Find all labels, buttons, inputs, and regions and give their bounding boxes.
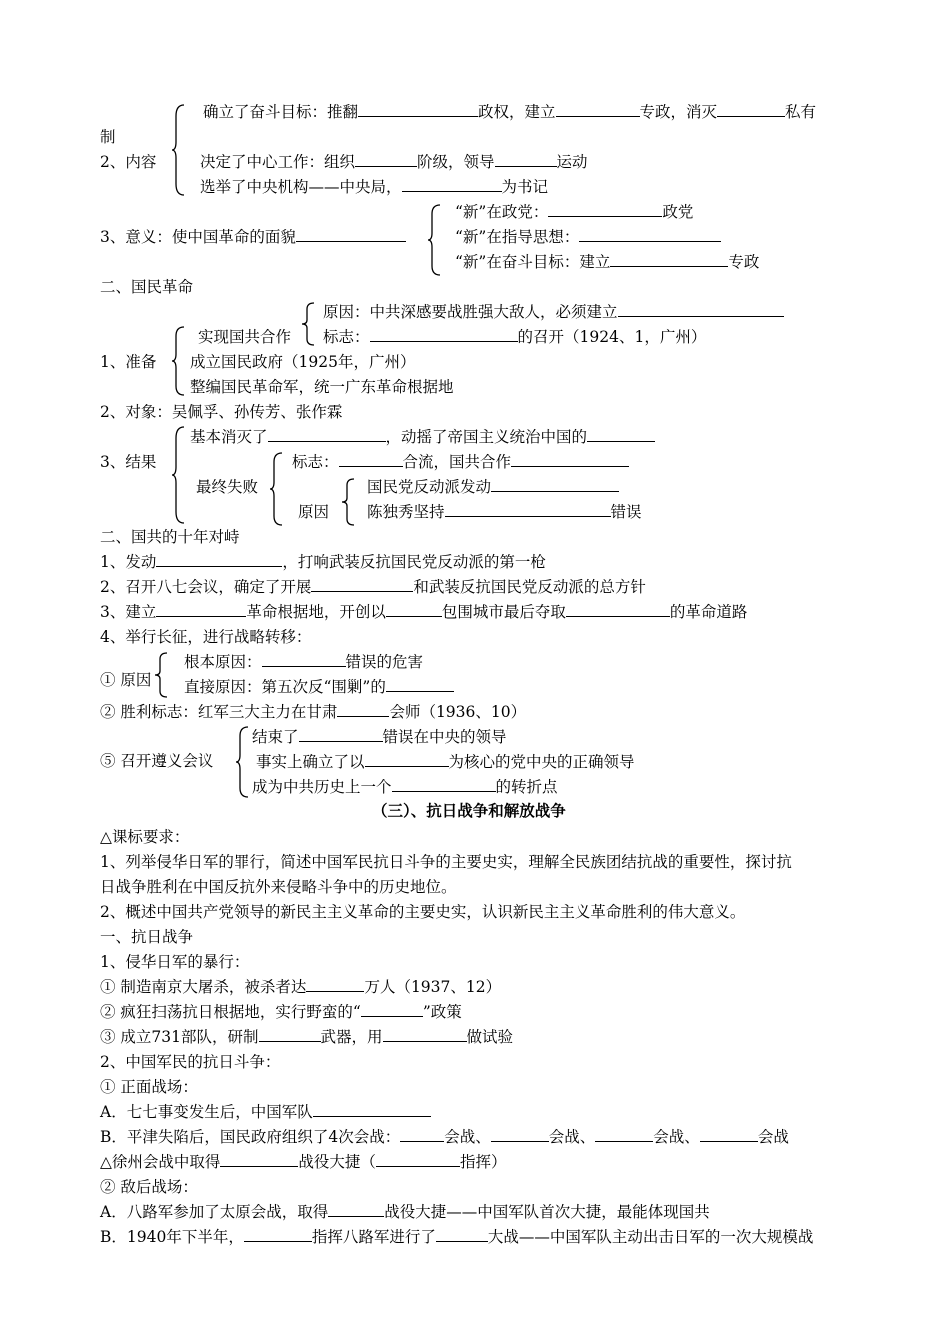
zunyi-line-1	[252, 727, 507, 747]
text: 战役大捷（	[298, 1153, 376, 1171]
front-b	[100, 1127, 789, 1147]
text: 战役大捷——中国军队首次大捷，最能体现国共	[384, 1203, 710, 1221]
blank[interactable]	[436, 1227, 488, 1242]
direct-cause-line	[184, 677, 454, 697]
text: ，动摇了帝国主义统治中国的	[385, 428, 588, 446]
text: 万人（1937、12）	[364, 978, 502, 996]
text: 结束了	[252, 728, 299, 746]
blank[interactable]	[337, 702, 389, 717]
new-goal-line	[455, 252, 759, 272]
text: 合流，国共合作	[402, 453, 512, 471]
text: 决定了中心工作：组织	[200, 153, 356, 171]
text: 标志：	[323, 328, 370, 346]
zunyi-line-3	[252, 777, 558, 797]
text: 包围城市最后夺取	[441, 603, 566, 621]
text: 革命根据地，开创以	[246, 603, 386, 621]
text: 的转折点	[495, 778, 558, 796]
blank[interactable]	[717, 102, 785, 117]
blank[interactable]	[700, 1127, 758, 1142]
text: 陈独秀坚持	[367, 503, 445, 521]
brace-failure-reason	[342, 478, 356, 526]
text: 的召开（1924、1，广州）	[517, 328, 707, 346]
text: 为书记	[501, 178, 549, 196]
text: 2、召开八七会议，确定了开展	[100, 578, 312, 596]
text: 错误在中央的领导	[382, 728, 507, 746]
blank[interactable]	[386, 677, 454, 692]
blank[interactable]	[358, 102, 478, 117]
content-line-org	[200, 177, 548, 197]
text: 指挥八路军进行了	[311, 1228, 436, 1246]
text: 确立了奋斗目标：推翻	[203, 103, 359, 121]
text: “新”在指导思想：	[455, 228, 580, 246]
text: 和武装反抗国民党反动派的总方针	[413, 578, 646, 596]
text: 错误	[610, 503, 642, 521]
blank[interactable]	[400, 1127, 444, 1142]
meaning-line	[100, 227, 406, 247]
atrocity-2	[100, 1002, 462, 1022]
blank[interactable]	[220, 1152, 298, 1167]
blank[interactable]	[306, 977, 364, 992]
text: “新”在奋斗目标：建立	[455, 253, 611, 271]
text: 的革命道路	[669, 603, 748, 621]
item-4: 4、举行长征，进行战略转移：	[100, 628, 312, 646]
section-title: （三）、抗日战争和解放战争	[372, 801, 566, 820]
blank[interactable]	[339, 452, 403, 467]
blank[interactable]	[361, 1002, 423, 1017]
blank[interactable]	[556, 102, 640, 117]
text: 专政	[728, 253, 760, 271]
text-targets: 2、对象：吴佩孚、孙传芳、张作霖	[100, 403, 343, 421]
text: 指挥）	[459, 1153, 507, 1171]
label-preparation: 1、准备	[100, 353, 157, 371]
text: 为核心的党中央的正确领导	[448, 753, 635, 771]
blank[interactable]	[579, 227, 721, 242]
blank[interactable]	[495, 152, 557, 167]
result-line-1	[190, 427, 655, 447]
atrocity-3	[100, 1027, 513, 1047]
heading-atrocities: 1、侵华日军的暴行：	[100, 953, 250, 971]
victory-line	[100, 702, 526, 722]
blank[interactable]	[328, 1202, 384, 1217]
text: B．1940年下半年，	[100, 1228, 244, 1246]
blank[interactable]	[587, 427, 655, 442]
heading-behind-lines: ② 敌后战场：	[100, 1178, 198, 1196]
behind-a	[100, 1202, 710, 1222]
behind-b	[100, 1227, 813, 1247]
sign-line	[323, 327, 706, 347]
text: A．八路军参加了太原会战，取得	[100, 1203, 329, 1221]
new-thought-line	[455, 227, 721, 247]
blank[interactable]	[392, 777, 496, 792]
blank[interactable]	[566, 602, 670, 617]
heading-ten-year: 二、国共的十年对峙	[100, 528, 240, 546]
brace-meaning	[428, 204, 442, 276]
text: ，打响武装反抗国民党反动派的第一枪	[282, 553, 546, 571]
brace-zunyi	[236, 726, 250, 798]
requirements-label: △课标要求：	[100, 828, 190, 846]
text: 私有	[785, 103, 817, 121]
text: A．七七事变发生后，中国军队	[100, 1103, 313, 1121]
content-line-work	[200, 152, 588, 172]
text: 做试验	[466, 1028, 514, 1046]
text: 根本原因：	[184, 653, 262, 671]
blank[interactable]	[262, 652, 346, 667]
blank[interactable]	[259, 1027, 321, 1042]
label-result: 3、结果	[100, 453, 157, 471]
text: 标志：	[292, 453, 339, 471]
brace-result	[172, 426, 186, 524]
heading-struggle: 2、中国军民的抗日斗争：	[100, 1053, 281, 1071]
blank[interactable]	[355, 152, 417, 167]
blank[interactable]	[548, 202, 662, 217]
requirement-1-cont: 日战争胜利在中国反抗外来侵略斗争中的历史地位。	[100, 878, 457, 896]
atrocity-1	[100, 977, 501, 997]
label-content: 2、内容	[100, 153, 157, 171]
blank[interactable]	[370, 327, 518, 342]
text: 选举了中央机构——中央局，	[200, 178, 402, 196]
brace-failure	[270, 452, 284, 526]
content-line-goal	[203, 102, 816, 122]
blank[interactable]	[376, 1152, 460, 1167]
requirement-1: 1、列举侵华日军的罪行，简述中国军民抗日斗争的主要史实，理解全民族团结抗战的重要性，探讨抗	[100, 853, 792, 871]
blank[interactable]	[610, 252, 728, 267]
text: ② 疯狂扫荡抗日根据地，实行野蛮的“	[100, 1003, 361, 1021]
text: B．平津失陷后，国民政府组织了4次会战：	[100, 1128, 401, 1146]
text: 会战、	[444, 1128, 491, 1146]
text: 阶级，领导	[417, 153, 495, 171]
text: 运动	[556, 153, 588, 171]
item-2	[100, 577, 646, 597]
text: “新”在政党：	[455, 203, 549, 221]
requirement-2: 2、概述中国共产党领导的新民主主义革命的主要史实，认识新民主主义革命胜利的伟大意义。	[100, 903, 746, 921]
blank[interactable]	[244, 1227, 312, 1242]
blank[interactable]	[445, 502, 611, 517]
text: 大战——中国军队主动出击日军的一次大规模战	[487, 1228, 814, 1246]
blank[interactable]	[311, 577, 413, 592]
heading-national-revolution: 二、国民革命	[100, 278, 194, 296]
blank[interactable]	[299, 727, 383, 742]
new-party-line	[455, 202, 693, 222]
blank[interactable]	[268, 427, 386, 442]
text: 1、发动	[100, 553, 157, 571]
text: ② 胜利标志：红军三大主力在甘肃	[100, 703, 338, 721]
text: 事实上确立了以	[256, 753, 365, 771]
text: 原因：中共深感要战胜强大敌人，必须建立	[323, 303, 618, 321]
text: 会师（1936、10）	[389, 703, 527, 721]
text: 基本消灭了	[190, 428, 268, 446]
blank[interactable]	[383, 1027, 467, 1042]
reason-chen-line	[367, 502, 642, 522]
text: 成为中共历史上一个	[252, 778, 392, 796]
label-zunyi: ⑤ 召开遵义会议	[100, 752, 214, 770]
item-3	[100, 602, 747, 622]
text: 会战、	[548, 1128, 596, 1146]
text-cooperation: 实现国共合作	[198, 328, 292, 346]
blank[interactable]	[313, 1102, 431, 1117]
text-reason: 原因	[298, 503, 330, 521]
text: ① 制造南京大屠杀，被杀者达	[100, 978, 307, 996]
text-army: 整编国民革命军，统一广东革命根据地	[190, 378, 454, 396]
brace-content	[172, 104, 186, 196]
text: 会战	[757, 1128, 789, 1146]
blank[interactable]	[365, 752, 449, 767]
reason-line	[323, 302, 784, 322]
text: △徐州会战中取得	[100, 1153, 221, 1171]
text: 3、意义：使中国革命的面貌	[100, 228, 296, 246]
xuzhou-line	[100, 1152, 506, 1172]
blank[interactable]	[402, 177, 502, 192]
blank[interactable]	[386, 602, 442, 617]
text-government: 成立国民政府（1925年，广州）	[190, 353, 416, 371]
blank[interactable]	[156, 602, 246, 617]
blank[interactable]	[511, 452, 629, 467]
text: 武器，用	[320, 1028, 383, 1046]
blank[interactable]	[595, 1127, 653, 1142]
brace-long-march-reason	[155, 652, 169, 698]
label-reason: ① 原因	[100, 671, 152, 689]
blank[interactable]	[156, 552, 282, 567]
brace-preparation	[172, 326, 186, 396]
text: 错误的危害	[345, 653, 424, 671]
blank[interactable]	[618, 302, 784, 317]
text: ③ 成立731部队，研制	[100, 1028, 259, 1046]
text-continuation: 制	[100, 128, 116, 146]
text-final-failure: 最终失败	[196, 478, 259, 496]
brace-cooperation	[302, 302, 316, 346]
blank[interactable]	[491, 477, 619, 492]
text: ”政策	[422, 1003, 462, 1021]
text: 政权，建立	[478, 103, 556, 121]
text: 3、建立	[100, 603, 157, 621]
failure-sign-line	[292, 452, 629, 472]
reason-kmt-line	[367, 477, 619, 497]
blank[interactable]	[491, 1127, 549, 1142]
blank[interactable]	[296, 227, 406, 242]
front-a	[100, 1102, 431, 1122]
text: 国民党反动派发动	[367, 478, 492, 496]
heading-front: ① 正面战场：	[100, 1078, 198, 1096]
root-cause-line	[184, 652, 423, 672]
heading-anti-japanese: 一、抗日战争	[100, 928, 194, 946]
item-1	[100, 552, 546, 572]
text: 会战、	[653, 1128, 700, 1146]
text: 专政，消灭	[639, 103, 718, 121]
text: 政党	[662, 203, 694, 221]
zunyi-line-2	[256, 752, 635, 772]
text: 直接原因：第五次反“围剿”的	[184, 678, 386, 696]
